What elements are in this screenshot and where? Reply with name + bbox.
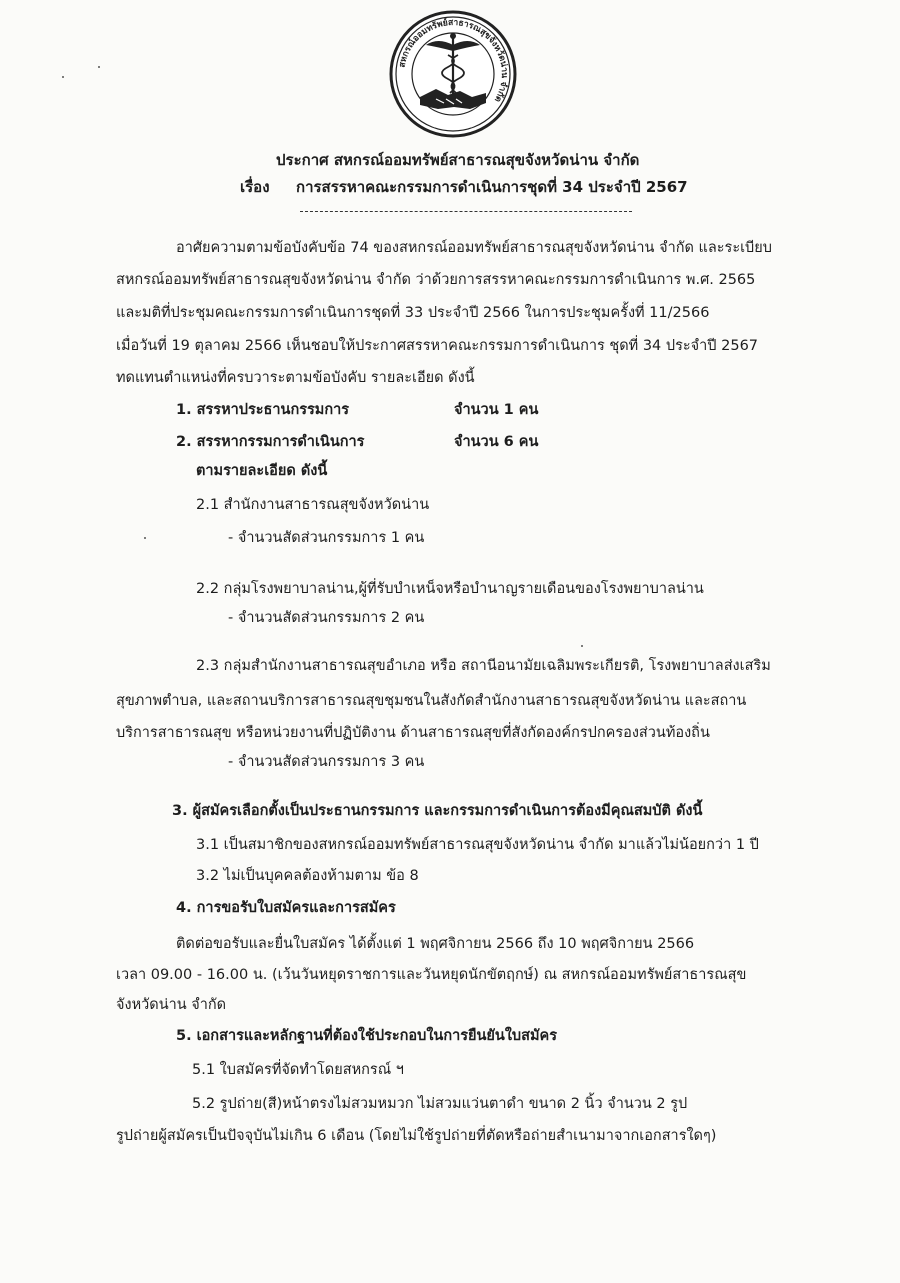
scan-speck xyxy=(62,76,64,78)
sub-2-3-count: - จำนวนสัดส่วนกรรมการ 3 คน xyxy=(228,754,425,770)
scan-speck xyxy=(581,645,583,647)
item-2-detail: ตามรายละเอียด ดังนี้ xyxy=(196,463,328,479)
item-4-line-3: จังหวัดน่าน จำกัด xyxy=(116,997,227,1013)
sub-2-3-line-2: สุขภาพตำบล, และสถานบริการสาธารณสุขชุมชนในสังกัดสำนักงานสาธารณสุขจังหวัดน่าน และสถาน xyxy=(116,693,747,709)
seal-ring-text: สหกรณ์ออมทรัพย์สาธารณสุขจังหวัดน่าน จำกัด xyxy=(397,17,510,104)
sub-2-3-line-1: 2.3 กลุ่มสำนักงานสาธารณสุขอำเภอ หรือ สถานีอนามัยเฉลิมพระเกียรติ, โรงพยาบาลส่งเสริม xyxy=(196,658,771,674)
title-divider xyxy=(300,211,632,212)
item-1-count: จำนวน 1 คน xyxy=(454,402,539,418)
item-5-2-continued: รูปถ่ายผู้สมัครเป็นปัจจุบันไม่เกิน 6 เดือน (โดยไม่ใช้รูปถ่ายที่ตัดหรือถ่ายสำเนามาจากเอกสารใดๆ) xyxy=(116,1128,717,1144)
intro-line-3: และมติที่ประชุมคณะกรรมการดำเนินการชุดที่ 33 ประจำปี 2566 ในการประชุมครั้งที่ 11/2566 xyxy=(116,305,710,321)
item-4-line-2: เวลา 09.00 - 16.00 น. (เว้นวันหยุดราชการและวันหยุดนักขัตฤกษ์) ณ สหกรณ์ออมทรัพย์สาธารณสุข xyxy=(116,967,747,983)
announcement-subject: การสรรหาคณะกรรมการดำเนินการชุดที่ 34 ประจำปี 2567 xyxy=(296,178,688,196)
intro-line-5: ทดแทนตำแหน่งที่ครบวาระตามข้อบังคับ รายละเอียด ดังนี้ xyxy=(116,370,475,386)
item-1-label: 1. สรรหาประธานกรรมการ xyxy=(176,402,350,418)
item-4-line-1: ติดต่อขอรับและยื่นใบสมัคร ได้ตั้งแต่ 1 พฤศจิกายน 2566 ถึง 10 พฤศจิกายน 2566 xyxy=(176,936,695,952)
item-2-count: จำนวน 6 คน xyxy=(454,434,539,450)
item-4-label: 4. การขอรับใบสมัครและการสมัคร xyxy=(176,900,396,916)
item-3-label: 3. ผู้สมัครเลือกตั้งเป็นประธานกรรมการ และกรรมการดำเนินการต้องมีคุณสมบัติ ดังนี้ xyxy=(172,803,703,819)
item-5-label: 5. เอกสารและหลักฐานที่ต้องใช้ประกอบในการยืนยันใบสมัคร xyxy=(176,1028,558,1044)
item-5-2: 5.2 รูปถ่าย(สี)หน้าตรงไม่สวมหมวก ไม่สวมแว่นตาดำ ขนาด 2 นิ้ว จำนวน 2 รูป xyxy=(192,1096,688,1112)
scan-speck xyxy=(144,537,146,539)
intro-line-1: อาศัยความตามข้อบังคับข้อ 74 ของสหกรณ์ออมทรัพย์สาธารณสุขจังหวัดน่าน จำกัด และระเบียบ xyxy=(176,240,772,256)
intro-line-2: สหกรณ์ออมทรัพย์สาธารณสุขจังหวัดน่าน จำกัด ว่าด้วยการสรรหาคณะกรรมการดำเนินการ พ.ศ. 2565 xyxy=(116,272,756,288)
item-3-2: 3.2 ไม่เป็นบุคคลต้องห้ามตาม ข้อ 8 xyxy=(196,868,419,884)
cooperative-seal-icon xyxy=(388,9,518,139)
sub-2-1-label: 2.1 สำนักงานสาธารณสุขจังหวัดน่าน xyxy=(196,497,430,513)
sub-2-2-label: 2.2 กลุ่มโรงพยาบาลน่าน,ผู้ที่รับบำเหน็จหรือบำนาญรายเดือนของโรงพยาบาลน่าน xyxy=(196,581,704,597)
sub-2-1-count: - จำนวนสัดส่วนกรรมการ 1 คน xyxy=(228,530,425,546)
scan-speck xyxy=(98,66,100,68)
sub-2-3-line-3: บริการสาธารณสุข หรือหน่วยงานที่ปฏิบัติงาน ด้านสาธารณสุขที่สังกัดองค์กรปกครองส่วนท้องถิ่น xyxy=(116,725,710,741)
subject-label: เรื่อง xyxy=(240,178,270,196)
item-5-1: 5.1 ใบสมัครที่จัดทำโดยสหกรณ์ ฯ xyxy=(192,1062,404,1078)
intro-line-4: เมื่อวันที่ 19 ตุลาคม 2566 เห็นชอบให้ประกาศสรรหาคณะกรรมการดำเนินการ ชุดที่ 34 ประจำปี 2567 xyxy=(116,338,759,354)
announcement-title: ประกาศ สหกรณ์ออมทรัพย์สาธารณสุขจังหวัดน่าน จำกัด xyxy=(276,151,640,169)
item-2-label: 2. สรรหากรรมการดำเนินการ xyxy=(176,434,365,450)
sub-2-2-count: - จำนวนสัดส่วนกรรมการ 2 คน xyxy=(228,610,425,626)
item-3-1: 3.1 เป็นสมาชิกของสหกรณ์ออมทรัพย์สาธารณสุขจังหวัดน่าน จำกัด มาแล้วไม่น้อยกว่า 1 ปี xyxy=(196,837,759,853)
